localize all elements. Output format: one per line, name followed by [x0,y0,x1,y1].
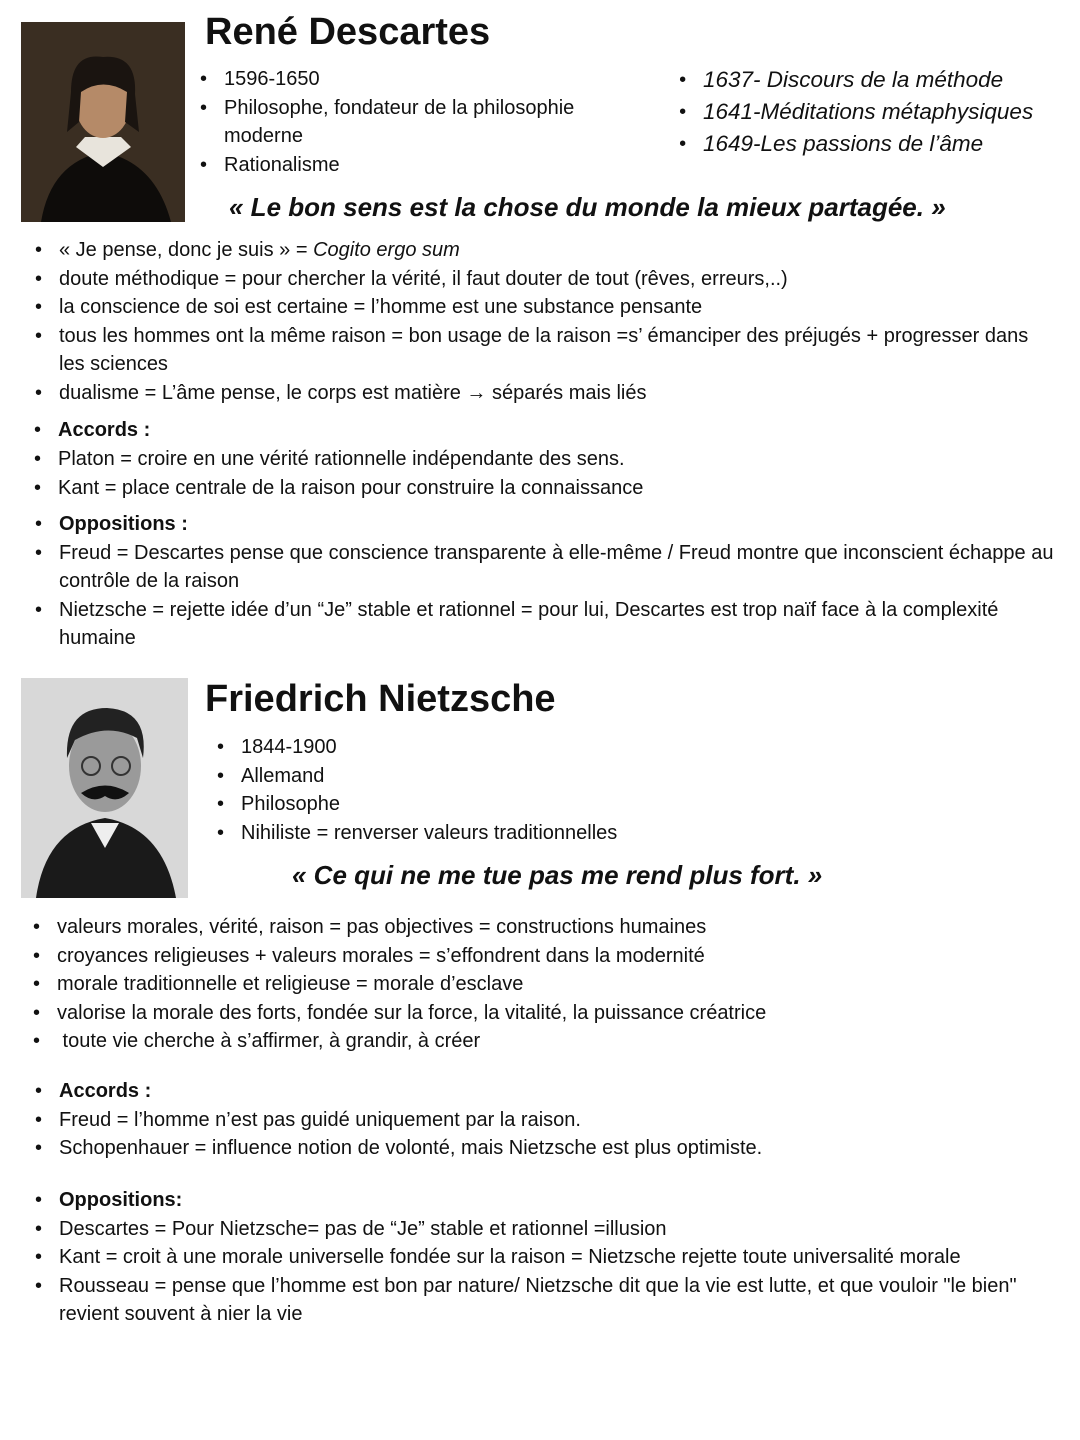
bio-item: • Rationalisme [196,151,616,180]
descartes-accords [30,416,1050,503]
list-item: • Nietzsche = rejette idée d’un “Je” stable et rationnel = pour lui, Descartes est trop naïf face à la complexité humaine [31,596,1061,653]
bio-item: • 1844-1900 [213,733,713,762]
list-item: • dualisme = L’âme pense, le corps est matière → séparés mais liés [31,379,1051,408]
bio-item: • Allemand [213,762,713,791]
nietzsche-name: Friedrich Nietzsche [205,678,556,720]
list-item: • croyances religieuses + valeurs morales = s’effondrent dans la modernité [29,942,1049,971]
bio-item: • Philosophe, fondateur de la philosophie moderne [196,94,616,151]
work-item: • 1649-Les passions de l’âme [675,128,1075,160]
descartes-oppositions [31,510,1061,653]
nietzsche-bio-list [213,733,713,847]
nietzsche-quote: « Ce qui ne me tue pas me rend plus fort. » [292,860,823,890]
descartes-name: René Descartes [205,11,491,53]
accords-heading [31,1077,1051,1106]
list-item: • Descartes = Pour Nietzsche= pas de “Je” stable et rationnel =illusion [31,1215,1076,1244]
list-item: • valeurs morales, vérité, raison = pas objectives = constructions humaines [29,913,1049,942]
list-item: • Schopenhauer = influence notion de volonté, mais Nietzsche est plus optimiste. [31,1134,1051,1163]
cogito-latin: Cogito ergo sum [313,239,460,261]
list-item: • toute vie cherche à s’affirmer, à grandir, à créer [29,1027,1049,1056]
accords-label: Accords : [59,1080,152,1102]
list-item: • Kant = croit à une morale universelle fondée sur la raison = Nietzsche rejette toute universalité morale [31,1243,1076,1272]
list-item: • Rousseau = pense que l’homme est bon par nature/ Nietzsche dit que la vie est lutte, et que vouloir "le bien" revient souvent à nier la vie [31,1272,1076,1329]
list-item: • valorise la morale des forts, fondée sur la force, la vitalité, la puissance créatrice [29,999,1049,1028]
descartes-works-list [675,64,1075,160]
list-item: • doute méthodique = pour chercher la vérité, il faut douter de tout (rêves, erreurs,..) [31,265,1051,294]
accords-heading [30,416,1050,445]
list-item: • la conscience de soi est certaine = l’homme est une substance pensante [31,293,1051,322]
oppositions-heading [31,1186,1076,1215]
list-item: • Platon = croire en une vérité rationnelle indépendante des sens. [30,445,1050,474]
bio-item: • Philosophe [213,790,713,819]
work-item: • 1641-Méditations métaphysiques [675,96,1075,128]
oppositions-label: Oppositions : [59,513,188,535]
list-item: • Freud = l’homme n’est pas guidé uniquement par la raison. [31,1106,1051,1135]
list-item [31,236,1051,265]
work-item: • 1637- Discours de la méthode [675,64,1075,96]
descartes-points [31,236,1051,408]
nietzsche-points [29,913,1049,1056]
descartes-portrait [21,22,185,222]
list-item: • Freud = Descartes pense que conscience transparente à elle-même / Freud montre que inconscient échappe au contrôle de la raison [31,539,1061,596]
list-item: • Kant = place centrale de la raison pour construire la connaissance [30,474,1050,503]
oppositions-heading [31,510,1061,539]
oppositions-label: Oppositions: [59,1189,183,1211]
bio-item: • Nihiliste = renverser valeurs traditionnelles [213,819,713,848]
nietzsche-accords [31,1077,1051,1163]
bio-item: • 1596-1650 [196,65,616,94]
nietzsche-oppositions [31,1186,1076,1329]
list-item: • morale traditionnelle et religieuse = morale d’esclave [29,970,1049,999]
list-item: • tous les hommes ont la même raison = bon usage de la raison =s’ émanciper des préjugés + progresser dans les sciences [31,322,1051,379]
descartes-bio-list [196,65,616,179]
descartes-quote: « Le bon sens est la chose du monde la mieux partagée. » [229,192,946,222]
nietzsche-portrait [21,678,188,898]
cogito-text: « Je pense, donc je suis » = [59,239,314,261]
accords-label: Accords : [58,419,151,441]
